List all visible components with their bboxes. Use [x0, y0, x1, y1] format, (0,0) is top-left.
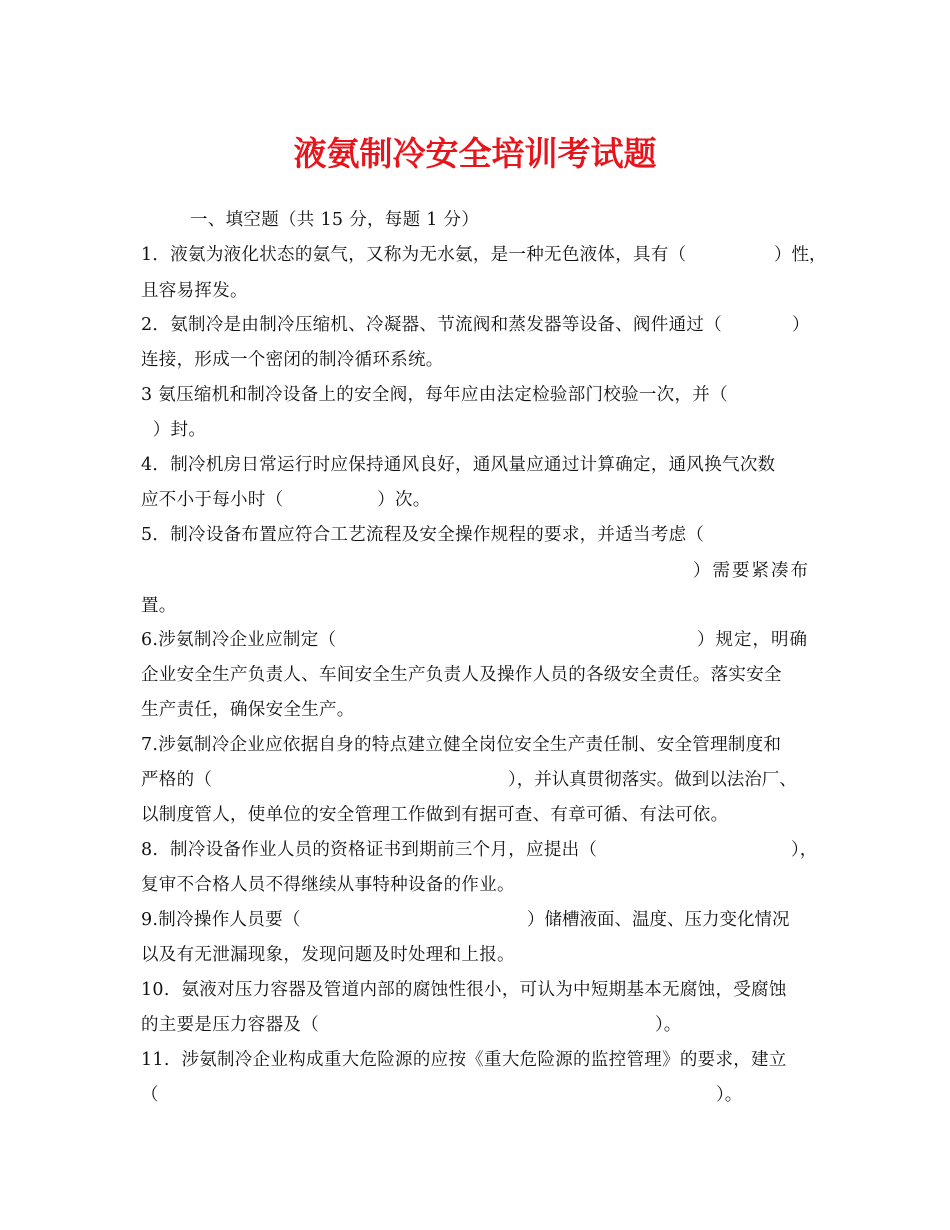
question-10-line-2: 的主要是压力容器及（ — [141, 1015, 319, 1035]
question-10-tail: ）。 — [655, 1015, 682, 1035]
question-1-tail: ）性， — [774, 245, 827, 265]
page-title: 液氨制冷安全培训考试题 — [293, 134, 657, 173]
question-8-tail: ）， — [791, 840, 818, 860]
question-2-line-1: 2．氨制冷是由制冷压缩机、冷凝器、节流阀和蒸发器等设备、阀件通过（ — [141, 315, 723, 335]
question-5-tail: ）需要紧凑布 — [693, 561, 810, 581]
question-6-tail: ）规定，明确 — [697, 630, 808, 650]
question-5-line-1: 5．制冷设备布置应符合工艺流程及安全操作规程的要求，并适当考虑（ — [141, 525, 705, 545]
question-11-tail: ）。 — [716, 1085, 743, 1105]
question-10-line-1: 10. 氨液对压力容器及管道内部的腐蚀性很小，可认为中短期基本无腐蚀，受腐蚀 — [141, 980, 787, 1000]
question-8-line-1: 8. 制冷设备作业人员的资格证书到期前三个月，应提出（ — [141, 840, 598, 860]
question-6-line-1: 6.涉氨制冷企业应制定（ — [141, 630, 337, 650]
question-4-line-1: 4．制冷机房日常运行时应保持通风良好，通风量应通过计算确定，通风换气次数 — [141, 455, 776, 475]
question-5-line-2: 置。 — [141, 596, 177, 616]
question-3-line-2: ）封。 — [141, 420, 207, 440]
question-4-line-2: 应不小于每小时（ ）次。 — [141, 490, 431, 510]
question-3-line-1: 3 氨压缩机和制冷设备上的安全阀，每年应由法定检验部门校验一次，并（ — [141, 385, 728, 405]
question-9-line-1: 9.制冷操作人员要（ — [141, 910, 301, 930]
question-2-line-2: 连接，形成一个密闭的制冷循环系统。 — [141, 350, 444, 370]
question-11-line-2: （ — [141, 1085, 159, 1105]
question-6-line-2: 企业安全生产负责人、车间安全生产负责人及操作人员的各级安全责任。落实安全 — [141, 665, 782, 685]
section-heading: 一、填空题（共 15 分，每题 1 分） — [190, 210, 480, 230]
question-8-line-2: 复审不合格人员不得继续从事特种设备的作业。 — [141, 875, 515, 895]
question-7-tail: ），并认真贯彻落实。做到以法治厂、 — [508, 770, 797, 790]
question-11-line-1: 11. 涉氨制冷企业构成重大危险源的应按《重大危险源的监控管理》的要求，建立 — [141, 1050, 787, 1070]
question-9-line-2: 以及有无泄漏现象，发现问题及时处理和上报。 — [141, 945, 515, 965]
question-6-line-3: 生产责任，确保安全生产。 — [141, 700, 355, 720]
question-7-line-3: 以制度管人，使单位的安全管理工作做到有据可查、有章可循、有法可依。 — [141, 805, 729, 825]
question-1-line-1: 1．液氨为液化状态的氨气，又称为无水氨，是一种无色液体，具有（ — [141, 245, 687, 265]
question-7-line-1: 7.涉氨制冷企业应依据自身的特点建立健全岗位安全生产责任制、安全管理制度和 — [141, 735, 782, 755]
question-9-tail: ）储槽液面、温度、压力变化情况 — [527, 910, 790, 930]
question-1-line-2: 且容易挥发。 — [141, 281, 248, 301]
question-2-tail: ） — [792, 315, 810, 335]
question-7-line-2: 严格的（ — [141, 770, 213, 790]
